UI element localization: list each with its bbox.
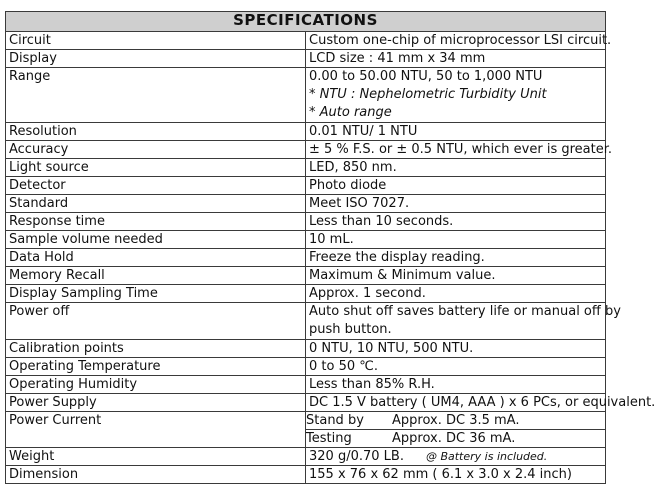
spec-label: Memory Recall: [6, 267, 306, 285]
table-row: [6, 376, 606, 394]
table-row: [6, 285, 606, 303]
spec-label: Operating Temperature: [6, 358, 306, 376]
spec-value: 10 mL.: [306, 231, 606, 249]
table-row: [6, 32, 606, 50]
table-row: [6, 123, 606, 141]
power-current-subtable: [306, 412, 605, 447]
specifications-table: [5, 11, 655, 484]
spec-label: Light source: [6, 159, 306, 177]
table-row: [6, 448, 606, 466]
spec-value: LED, 850 nm.: [306, 159, 606, 177]
table-row: [6, 466, 606, 484]
spec-value: Photo diode: [306, 177, 606, 195]
subtable-row: [306, 430, 605, 448]
spec-value: DC 1.5 V battery ( UM4, AAA ) x 6 PCs, or equivalent.: [306, 394, 606, 412]
spec-label: Standard: [6, 195, 306, 213]
table-row: [6, 177, 606, 195]
spec-value: Custom one-chip of microprocessor LSI circuit.: [306, 32, 606, 50]
spec-value: Freeze the display reading.: [306, 249, 606, 267]
spec-label: Data Hold: [6, 249, 306, 267]
spec-label: Power Supply: [6, 394, 306, 412]
table-row: [6, 303, 606, 340]
table-row: [6, 267, 606, 285]
spec-value: Meet ISO 7027.: [306, 195, 606, 213]
spec-label: Power off: [6, 303, 306, 340]
spec-label: Display Sampling Time: [6, 285, 306, 303]
spec-label: Circuit: [6, 32, 306, 50]
spec-value: ± 5 % F.S. or ± 0.5 NTU, which ever is greater.: [306, 141, 606, 159]
spec-value: LCD size : 41 mm x 34 mm: [306, 50, 606, 68]
spec-value: 0.01 NTU/ 1 NTU: [306, 123, 606, 141]
spec-label: Display: [6, 50, 306, 68]
spec-value: Maximum & Minimum value.: [306, 267, 606, 285]
table-row: [6, 412, 606, 448]
table-row: [6, 340, 606, 358]
spec-value-cell: [306, 448, 606, 466]
subtable-row: [306, 412, 605, 430]
table-row: [6, 50, 606, 68]
table-row: [6, 68, 606, 123]
spec-label: Sample volume needed: [6, 231, 306, 249]
spec-value-cell: [306, 68, 606, 123]
spec-value-cell: [306, 303, 621, 340]
table-row: [6, 195, 606, 213]
spec-label: Response time: [6, 213, 306, 231]
spec-label: Dimension: [6, 466, 306, 484]
spec-label: Resolution: [6, 123, 306, 141]
spec-value: 320 g/0.70 LB.: [309, 449, 404, 464]
power-mode-value: Approx. DC 3.5 mA.: [392, 412, 605, 430]
spec-label: Detector: [6, 177, 306, 195]
table-title: SPECIFICATIONS: [6, 12, 606, 32]
spec-label: Accuracy: [6, 141, 306, 159]
spec-note: * NTU : Nephelometric Turbidity Unit: [309, 87, 547, 102]
table-row: [6, 141, 606, 159]
spec-value: Less than 85% R.H.: [306, 376, 606, 394]
spec-label: Weight: [6, 448, 306, 466]
table-title-row: [6, 12, 606, 32]
power-current-cell: [306, 412, 606, 448]
spec-note: @ Battery is included.: [425, 450, 548, 463]
table-row: [6, 213, 606, 231]
power-mode-value: Approx. DC 36 mA.: [392, 431, 516, 446]
spec-value: Approx. 1 second.: [306, 285, 606, 303]
spec-value: Auto shut off saves battery life or manual off by: [309, 304, 621, 319]
spec-label: Power Current: [6, 412, 306, 448]
table-row: [6, 159, 606, 177]
spec-value-continued: push button.: [309, 322, 392, 337]
spec-value: Less than 10 seconds.: [306, 213, 606, 231]
spec-value: 155 x 76 x 62 mm ( 6.1 x 3.0 x 2.4 inch): [306, 466, 606, 484]
spec-label: Calibration points: [6, 340, 306, 358]
spec-value: 0 NTU, 10 NTU, 500 NTU.: [306, 340, 606, 358]
table-row: [6, 231, 606, 249]
table-row: [6, 394, 606, 412]
spec-value: 0 to 50 ℃.: [306, 358, 606, 376]
spec-label: Range: [6, 68, 306, 123]
table-row: [6, 249, 606, 267]
table-row: [6, 358, 606, 376]
spec-note: * Auto range: [309, 105, 392, 120]
spec-label: Operating Humidity: [6, 376, 306, 394]
power-mode-label: Stand by: [306, 412, 392, 430]
power-mode-label: Testing: [306, 431, 352, 446]
spec-value: 0.00 to 50.00 NTU, 50 to 1,000 NTU: [309, 69, 543, 84]
